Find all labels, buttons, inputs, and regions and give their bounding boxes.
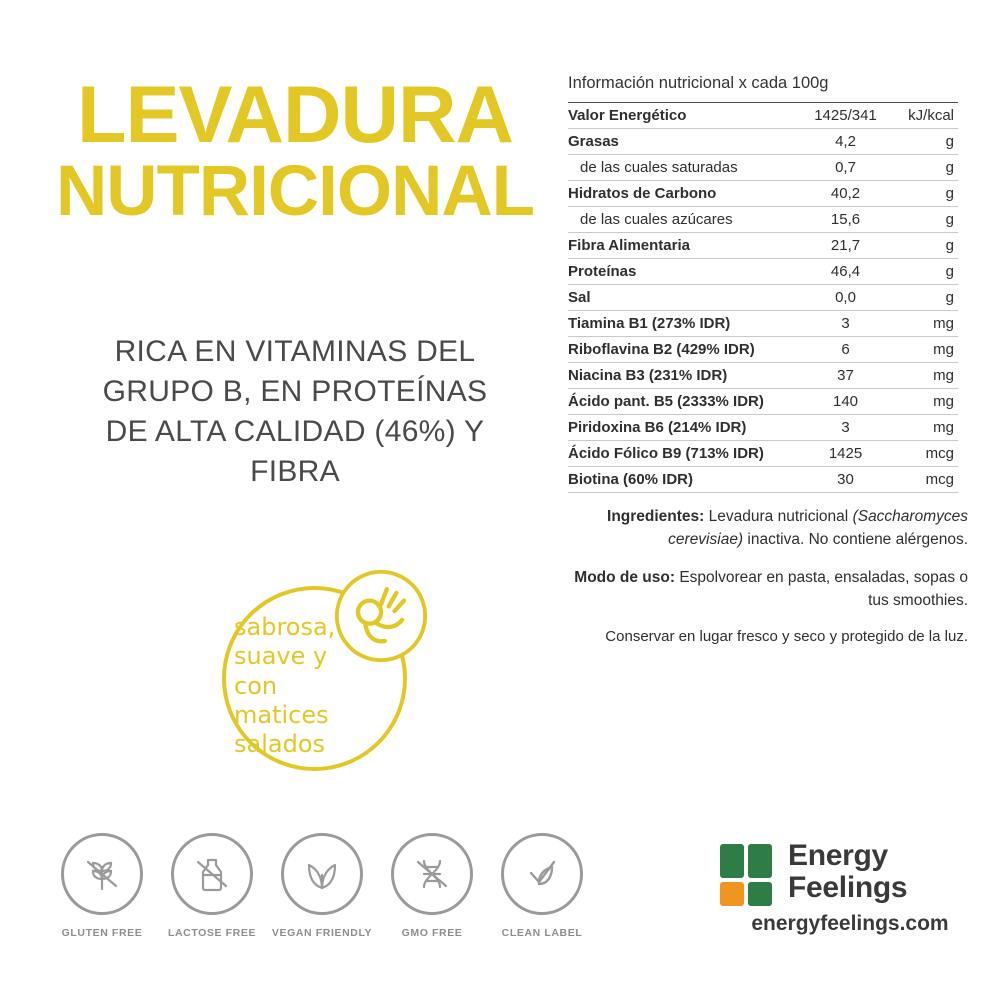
row-value: 1425/341 — [814, 107, 877, 124]
badge-label: CLEAN LABEL — [501, 927, 583, 939]
certification-badges — [58, 833, 586, 941]
row-unit: mg — [933, 341, 954, 358]
taste-stamp — [222, 586, 407, 771]
ingredients-label: Ingredientes: — [607, 508, 705, 525]
badge-circle — [61, 833, 143, 915]
wheat-crossed-icon — [79, 851, 125, 897]
stamp-text: sabrosa, suave y con matices salados — [234, 613, 336, 759]
row-unit: g — [945, 211, 954, 228]
table-row — [568, 415, 958, 441]
row-unit: kJ/kcal — [908, 107, 954, 124]
row-unit: mg — [933, 393, 954, 410]
badge-label: GMO FREE — [401, 927, 463, 939]
table-row — [568, 181, 958, 207]
row-value: 30 — [837, 471, 854, 488]
badge-lactose-free — [168, 833, 256, 941]
row-unit: g — [945, 237, 954, 254]
row-name: Grasas — [568, 133, 619, 150]
row-value: 15,6 — [830, 211, 861, 228]
product-title — [55, 70, 535, 231]
ingredients-text: Levadura nutricional — [704, 508, 853, 525]
ingredients-scientific-name: (Saccharomyces cerevisiae) — [668, 508, 968, 549]
row-value: 4,2 — [835, 133, 856, 150]
badge-gluten-free — [58, 833, 146, 941]
row-name: Piridoxina B6 (214% IDR) — [568, 419, 747, 436]
row-name: Biotina (60% IDR) — [568, 471, 694, 488]
row-value: 6 — [841, 341, 850, 358]
badge-label: GLUTEN FREE — [61, 927, 143, 939]
badge-circle — [281, 833, 363, 915]
leaves-icon — [299, 851, 345, 897]
brand-website[interactable]: energyfeelings.com — [751, 912, 949, 935]
brand-name — [788, 840, 907, 904]
row-unit: mcg — [925, 445, 954, 462]
row-unit: g — [945, 263, 954, 280]
row-value: 3 — [841, 419, 850, 436]
table-row — [568, 103, 958, 129]
table-row — [568, 363, 958, 389]
row-name: Riboflavina B2 (429% IDR) — [568, 341, 755, 358]
row-name: Hidratos de Carbono — [568, 185, 717, 202]
badge-vegan-friendly — [271, 833, 373, 941]
usage-label: Modo de uso: — [574, 568, 676, 586]
row-name: Proteínas — [568, 263, 637, 280]
milk-bottle-crossed-icon — [189, 851, 235, 897]
leaf-check-icon — [519, 851, 565, 897]
row-unit: mg — [933, 315, 954, 332]
row-unit: g — [945, 289, 954, 306]
row-value: 140 — [832, 393, 859, 410]
dna-crossed-icon — [409, 851, 455, 897]
row-unit: mg — [933, 367, 954, 384]
table-row — [568, 285, 958, 311]
row-value: 3 — [841, 315, 850, 332]
ingredients-tail: inactiva. No contiene alérgenos. — [743, 531, 968, 549]
table-row — [568, 337, 958, 363]
nutrition-table — [568, 102, 958, 493]
table-row — [568, 467, 958, 493]
table-row — [568, 233, 958, 259]
row-value: 1425 — [828, 445, 863, 462]
table-row — [568, 207, 958, 233]
row-value: 21,7 — [830, 237, 861, 254]
product-info — [568, 505, 968, 649]
row-name: Fibra Alimentaria — [568, 237, 690, 254]
row-name: Tiamina B1 (273% IDR) — [568, 315, 731, 332]
table-row — [568, 311, 958, 337]
brand-name-line-2: Feelings — [788, 870, 908, 904]
row-name: Sal — [568, 289, 591, 306]
ingredients-paragraph — [568, 505, 968, 552]
table-row — [568, 155, 958, 181]
row-name: de las cuales azúcares — [580, 211, 733, 228]
right-column — [560, 0, 1000, 1000]
usage-paragraph — [568, 566, 968, 613]
row-name: Valor Energético — [568, 107, 687, 124]
storage-paragraph: Conservar en lugar fresco y seco y protegido de la luz. — [605, 628, 968, 645]
product-subtitle: RICA EN VITAMINAS DEL GRUPO B, EN PROTEÍNAS DE ALTA CALIDAD (46%) Y FIBRA — [102, 335, 488, 488]
row-unit: g — [945, 159, 954, 176]
table-row — [568, 259, 958, 285]
badge-circle — [171, 833, 253, 915]
table-row — [568, 129, 958, 155]
badge-label: LACTOSE FREE — [167, 927, 257, 939]
nutrition-table-title: Información nutricional x cada 100g — [568, 74, 829, 92]
energy-feelings-mark-icon — [720, 844, 776, 906]
product-title-line-1: LEVADURA — [77, 70, 513, 160]
badge-gmo-free — [388, 833, 476, 941]
row-unit: mcg — [925, 471, 954, 488]
row-value: 40,2 — [830, 185, 861, 202]
row-value: 37 — [837, 367, 854, 384]
row-value: 0,7 — [835, 159, 856, 176]
row-name: Niacina B3 (231% IDR) — [568, 367, 728, 384]
brand-name-line-1: Energy — [788, 839, 888, 872]
row-unit: mg — [933, 419, 954, 436]
row-name: de las cuales saturadas — [580, 159, 738, 176]
row-unit: g — [945, 133, 954, 150]
usage-text: Espolvorear en pasta, ensaladas, sopas o tus smoothies. — [675, 568, 968, 609]
table-row — [568, 441, 958, 467]
row-name: Ácido pant. B5 (2333% IDR) — [568, 393, 764, 410]
table-row — [568, 389, 958, 415]
badge-circle — [391, 833, 473, 915]
row-unit: g — [945, 185, 954, 202]
row-value: 46,4 — [830, 263, 861, 280]
row-value: 0,0 — [835, 289, 856, 306]
product-title-line-2: NUTRICIONAL — [55, 151, 535, 231]
brand-logo — [720, 840, 980, 960]
ok-hand-icon — [333, 568, 429, 664]
row-name: Ácido Fólico B9 (713% IDR) — [568, 445, 764, 462]
badge-label: VEGAN FRIENDLY — [271, 927, 373, 939]
